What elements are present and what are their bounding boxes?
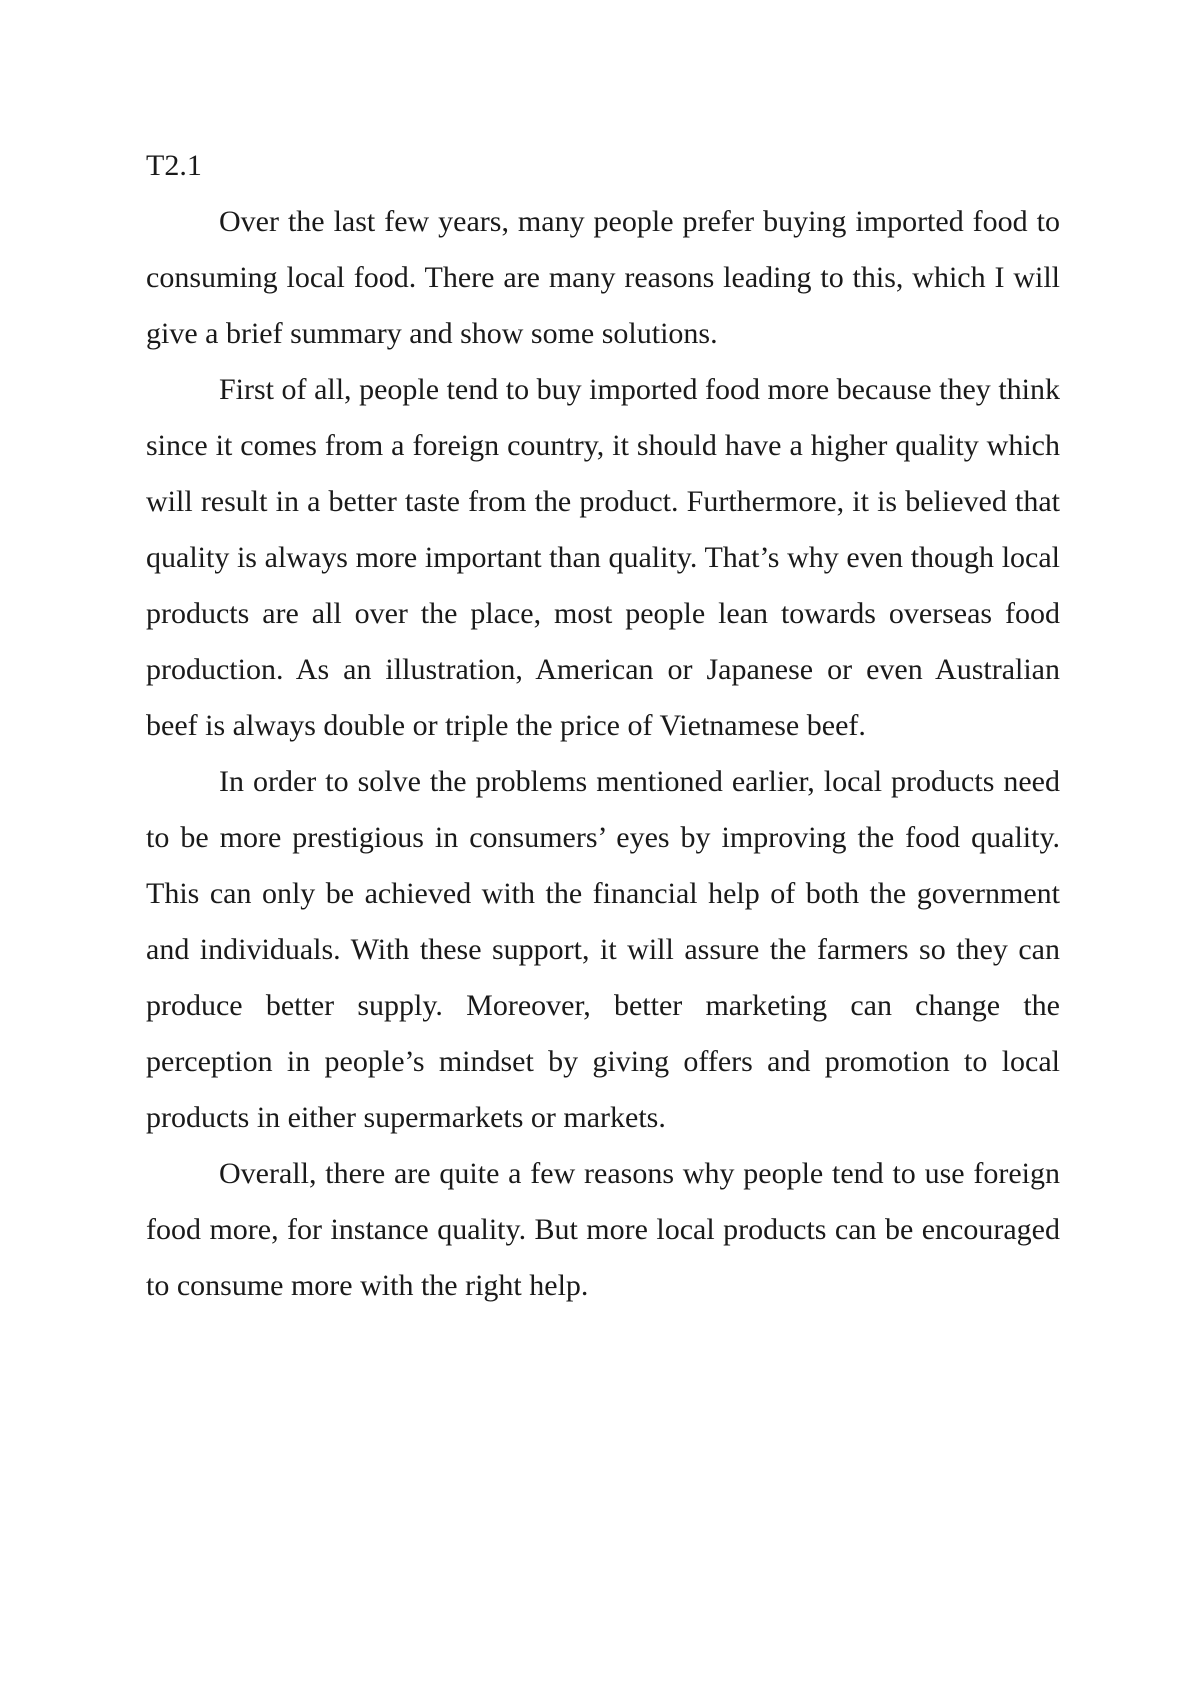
paragraph-introduction: Over the last few years, many people prefer buying imported food to consuming local food. There are many reasons leading to this, which I will give a brief summary and show some solutions. — [146, 205, 1060, 350]
paragraph-conclusion: Overall, there are quite a few reasons why people tend to use foreign food more, for instance quality. But more local products can be encouraged to consume more with the right help. — [146, 1157, 1060, 1302]
document-body — [146, 138, 1060, 1314]
paragraph-reasons: First of all, people tend to buy imported food more because they think since it comes from a foreign country, it should have a higher quality which will result in a better taste from the product. Furthermore, it is believed that quality is always more important than quality. That’s why even though local products are all over the place, most people lean towards overseas food production. As an illustration, American or Japanese or even Australian beef is always double or triple the price of Vietnamese beef. — [146, 373, 1060, 742]
document-heading: T2.1 — [146, 149, 202, 182]
paragraph-solutions: In order to solve the problems mentioned earlier, local products need to be more prestigious in consumers’ eyes by improving the food quality. This can only be achieved with the financial help of both the government and individuals. With these support, it will assure the farmers so they can produce better supply. Moreover, better marketing can change the perception in people’s mindset by giving offers and promotion to local products in either supermarkets or markets. — [146, 765, 1060, 1134]
